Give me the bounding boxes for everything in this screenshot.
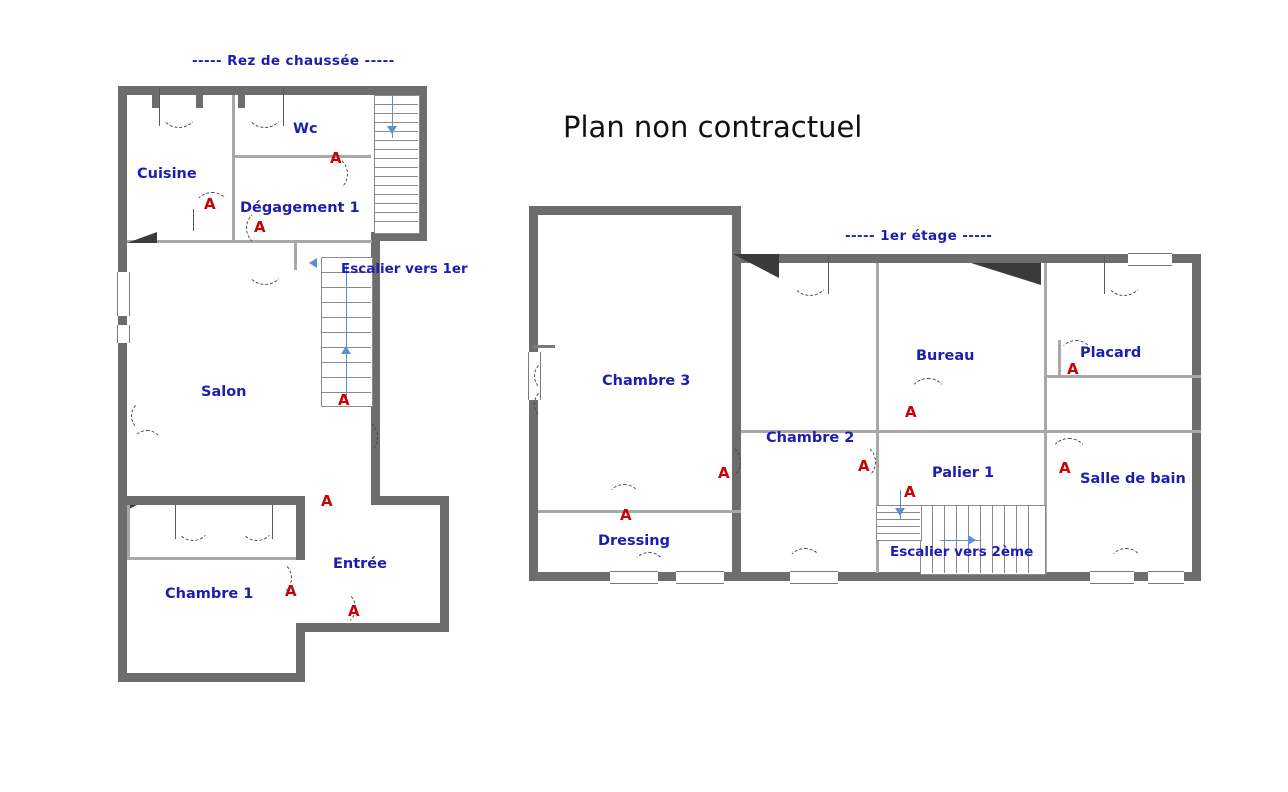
stair-label-vers-1er: Escalier vers 1er bbox=[341, 261, 468, 277]
stair-step bbox=[944, 505, 945, 573]
stair-step bbox=[932, 505, 933, 573]
stair-label-vers-2eme: Escalier vers 2ème bbox=[890, 544, 1034, 560]
door-leaf bbox=[1104, 256, 1105, 294]
marker-a: A bbox=[620, 506, 632, 524]
marker-a: A bbox=[285, 582, 297, 600]
room-label-bureau: Bureau bbox=[916, 348, 975, 364]
door-arc bbox=[1104, 256, 1144, 296]
stair-arrow-down-icon-2 bbox=[895, 508, 905, 516]
marker-a: A bbox=[254, 218, 266, 236]
marker-a: A bbox=[204, 195, 216, 213]
door-arc bbox=[790, 256, 830, 296]
door-arc bbox=[786, 548, 824, 586]
marker-a: A bbox=[718, 464, 730, 482]
door-leaf bbox=[828, 256, 829, 294]
stair-step bbox=[980, 505, 981, 573]
wall-right-first bbox=[1192, 254, 1201, 581]
room-label-degagement-1: Dégagement 1 bbox=[240, 200, 360, 216]
room-label-chambre-1: Chambre 1 bbox=[165, 586, 254, 602]
door-arc bbox=[632, 552, 666, 586]
marker-a: A bbox=[321, 492, 333, 510]
corner-wedge-4 bbox=[971, 263, 1041, 285]
marker-a: A bbox=[330, 149, 342, 167]
room-label-entree: Entrée bbox=[333, 556, 387, 572]
door-arc bbox=[1108, 548, 1144, 584]
window-sill bbox=[533, 345, 555, 348]
stair-step bbox=[876, 533, 920, 534]
ground-floor-title: ----- Rez de chaussée ----- bbox=[192, 53, 395, 69]
marker-a: A bbox=[348, 602, 360, 620]
room-label-chambre-2: Chambre 2 bbox=[766, 430, 855, 446]
stair-step bbox=[1004, 505, 1005, 573]
marker-a: A bbox=[905, 403, 917, 421]
wall-ch3-top bbox=[529, 206, 741, 215]
page-title: Plan non contractuel bbox=[563, 110, 863, 144]
room-label-salon: Salon bbox=[201, 384, 247, 400]
stair-step bbox=[876, 519, 920, 520]
marker-a: A bbox=[338, 391, 350, 409]
room-label-placard: Placard bbox=[1080, 345, 1142, 361]
room-label-wc: Wc bbox=[293, 121, 318, 137]
opening-bottom-5 bbox=[1148, 571, 1184, 584]
marker-a: A bbox=[1059, 459, 1071, 477]
stair-step bbox=[1028, 505, 1029, 573]
stair-step bbox=[956, 505, 957, 573]
first-floor-title: ----- 1er étage ----- bbox=[845, 228, 993, 244]
room-label-dressing: Dressing bbox=[598, 533, 670, 549]
room-label-palier-1: Palier 1 bbox=[932, 465, 995, 481]
room-label-chambre-3: Chambre 3 bbox=[602, 373, 691, 389]
marker-a: A bbox=[1067, 360, 1079, 378]
room-label-cuisine: Cuisine bbox=[137, 166, 197, 182]
marker-a: A bbox=[904, 483, 916, 501]
room-label-salle-de-bain: Salle de bain bbox=[1080, 471, 1186, 487]
door-arc bbox=[534, 388, 566, 420]
door-arc bbox=[838, 443, 876, 481]
stair-step bbox=[992, 505, 993, 573]
stair-step bbox=[1016, 505, 1017, 573]
partition-palier-top bbox=[879, 430, 1044, 433]
stair-step bbox=[876, 526, 920, 527]
opening-bottom-2 bbox=[676, 571, 724, 584]
marker-a: A bbox=[858, 457, 870, 475]
